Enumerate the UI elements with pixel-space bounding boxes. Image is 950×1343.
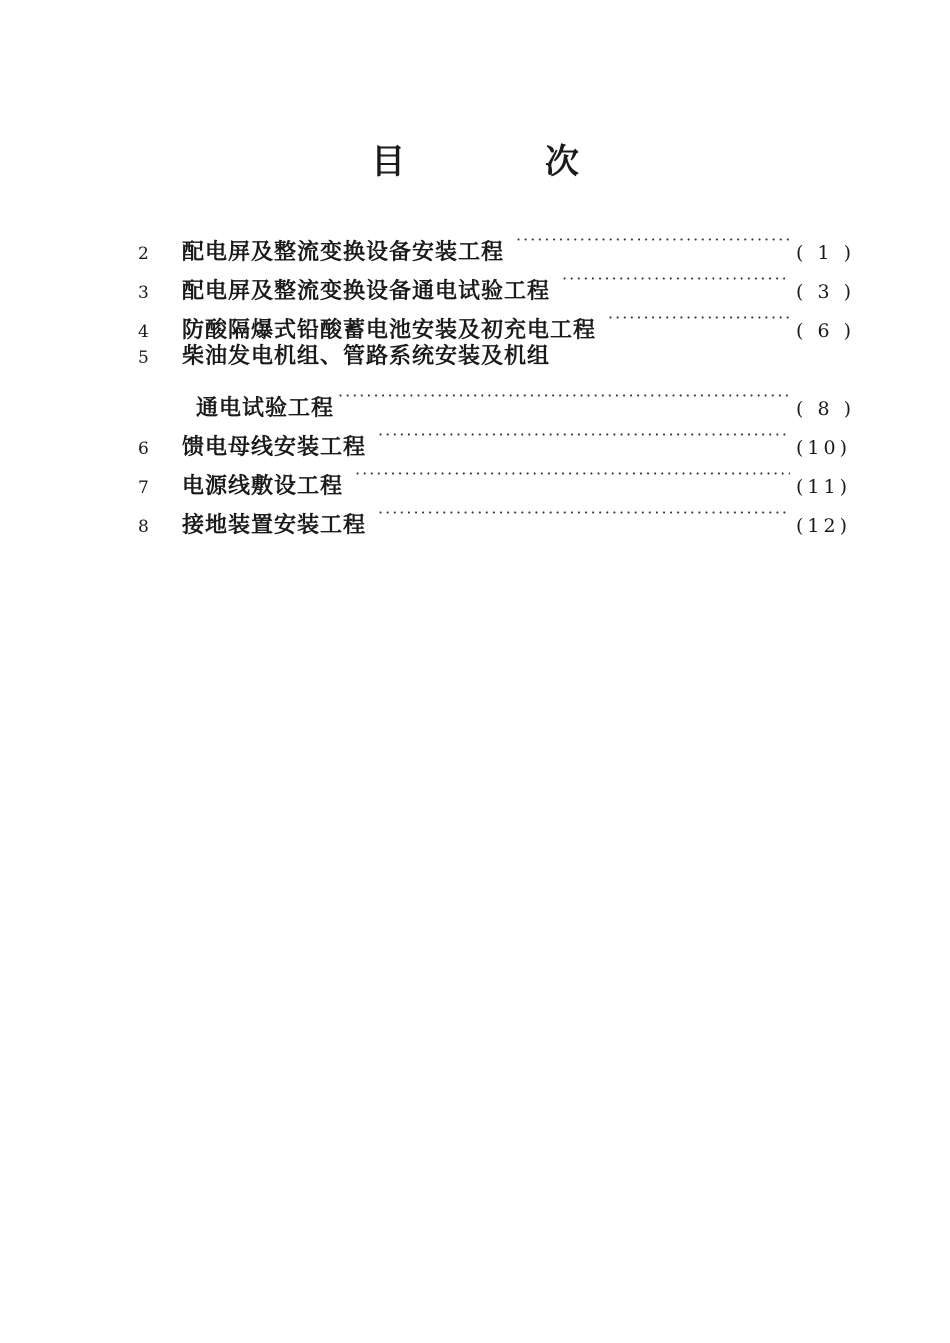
toc-entry-title: 配电屏及整流变换设备安装工程: [182, 239, 505, 265]
toc-entry-page: ( 6 ): [796, 320, 855, 342]
toc-entry-page: ( 1 ): [796, 242, 855, 264]
toc-entry-title: 配电屏及整流变换设备通电试验工程: [182, 278, 551, 304]
toc-entry-number: 8: [138, 517, 149, 537]
toc-entry-number: 3: [138, 283, 149, 303]
toc-entry-number: 2: [138, 244, 149, 264]
toc-dot-leader: [516, 220, 790, 259]
toc-entry-number: 4: [138, 322, 149, 342]
toc-entry[interactable]: [138, 337, 878, 376]
toc-entry-page: ( 8 ): [796, 398, 855, 420]
toc-entry-title: 通电试验工程: [196, 395, 335, 421]
toc-entry-title: 柴油发电机组、管路系统安装及机组: [182, 343, 551, 369]
toc-dot-leader: [608, 298, 790, 337]
toc-dot-leader: [338, 376, 790, 415]
toc-entry-title: 馈电母线安装工程: [182, 434, 367, 460]
toc-list: [138, 220, 878, 538]
toc-dot-leader: [355, 454, 790, 493]
toc-dot-leader: [378, 493, 790, 532]
toc-entry-number: 7: [138, 478, 149, 498]
toc-entry-page: (10): [796, 437, 852, 459]
toc-entry-page: ( 3 ): [796, 281, 855, 303]
toc-entry-continuation[interactable]: [138, 376, 878, 421]
toc-entry[interactable]: [138, 220, 878, 265]
toc-entry-page: (12): [796, 515, 852, 537]
toc-entry-title: 防酸隔爆式铅酸蓄电池安装及初充电工程: [182, 317, 597, 343]
page-title: 目 次: [371, 142, 643, 182]
toc-entry-number: 6: [138, 439, 149, 459]
toc-entry-page: (11): [796, 476, 852, 498]
toc-entry-number: 5: [138, 348, 149, 368]
toc-dot-leader: [378, 415, 790, 454]
toc-entry-title: 电源线敷设工程: [182, 473, 344, 499]
toc-dot-leader: [562, 259, 790, 298]
toc-entry-title: 接地装置安装工程: [182, 512, 367, 538]
